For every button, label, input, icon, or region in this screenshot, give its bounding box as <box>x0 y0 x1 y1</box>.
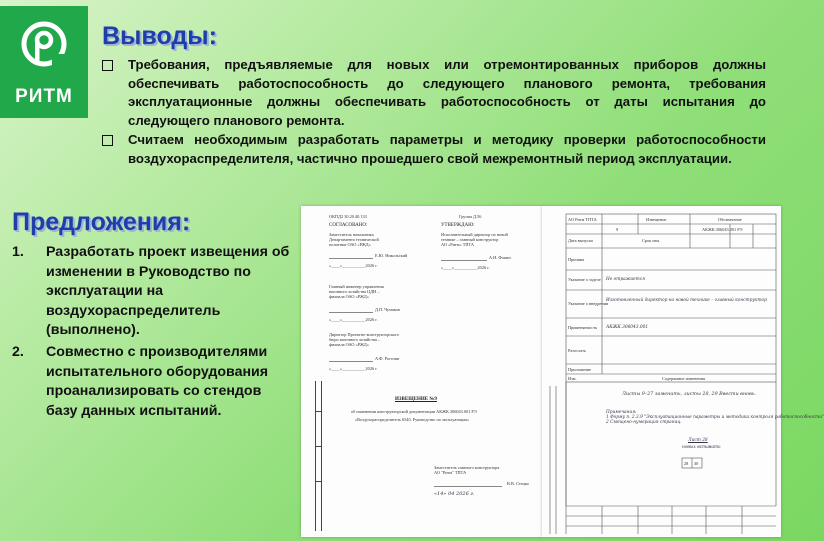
left-position: бюро вагонного хозяйства – <box>329 337 381 342</box>
header-cell: Обозначение <box>718 217 742 222</box>
list-item <box>100 56 766 130</box>
signer-name: В.В. Стецко <box>507 481 529 486</box>
row-label: Указание о внедрении <box>568 301 609 306</box>
left-position: Заместитель начальника <box>329 232 374 237</box>
signature-line <box>434 486 502 487</box>
proposal-text: Совместно с производителями испытательного оборудования проанализировать со стендов базу данных испытаний. <box>46 343 269 419</box>
list-item <box>10 243 295 341</box>
note-2: 2 Смещено-нумерация страниц. <box>606 420 682 425</box>
org-cell: АО Ритм ТПТА <box>568 217 597 222</box>
document-scan-notice <box>301 206 542 537</box>
date-line: «____»___________2026 г. <box>329 317 378 322</box>
document-scan-form <box>542 206 824 537</box>
conclusions-title: Выводы: <box>102 22 217 50</box>
margin-tick <box>315 481 321 482</box>
signer-position: Заместитель главного конструктора <box>434 465 500 470</box>
okpd-code: ОКПД2 30.20.40.133 <box>329 214 367 219</box>
left-position: вагонного хозяйства ЦДИ – <box>329 289 380 294</box>
content-col: Изм. <box>568 376 577 381</box>
signature-line <box>329 258 373 259</box>
reason-value: Не отражается <box>606 277 645 282</box>
right-position: технике – главный конструктор <box>441 237 499 242</box>
right-signer: А.Н. Фокин <box>489 255 511 260</box>
margin-line <box>321 381 322 531</box>
signature-line <box>329 312 373 313</box>
left-position: Департамента технической <box>329 237 379 242</box>
sheet-number: 30 <box>694 461 699 466</box>
left-position: филиала ОАО «РЖД» <box>329 342 369 347</box>
conclusion-text: Считаем необходимым разработать параметры и методику проверки работоспособности воздухораспределителя, частично прошедшего свой межремонтный период эксплуатации. <box>128 132 766 166</box>
company-logo <box>0 6 88 118</box>
ritm-logo-icon <box>20 18 68 78</box>
signer-position: АО "Ритм" ТПТА <box>434 470 467 475</box>
date-line: «____»___________2026 г. <box>441 265 490 270</box>
signature-line <box>441 260 487 261</box>
row-label: Применяемость <box>568 325 598 330</box>
logo-text: РИТМ <box>15 86 73 107</box>
proposal-text: Разработать проект извещения об изменении в Руководство по эксплуатации на воздухораспределитель (выполнено). <box>46 244 290 339</box>
row-label: Причина <box>568 257 585 262</box>
conclusions-list <box>100 56 766 170</box>
list-item <box>10 343 295 421</box>
sheet-sub: новых вставить <box>682 445 721 450</box>
item-number: 1. <box>12 244 24 260</box>
header-cell: Извещение <box>646 217 667 222</box>
item-number: 2. <box>12 343 24 360</box>
margin-tick <box>315 446 321 447</box>
content-line: Листы 9–27 заменить, листы 28, 29 Ввести вновь. <box>622 392 756 397</box>
row-label: Дата выпуска <box>568 238 593 243</box>
row-label: Приложение <box>568 367 592 372</box>
left-position: Главный инженер управления <box>329 284 384 289</box>
sheet-label: Лист 28 <box>688 438 708 443</box>
row-label: Указание о заделе <box>568 277 601 282</box>
sign-date: «14» 04 2026 г. <box>434 491 475 497</box>
date-line: «____»___________2026 г. <box>329 366 378 371</box>
note-1: 1 Форму п. 2.3.9 "Эксплуатационные параметры и методика контроля работоспособности" <box>606 415 824 420</box>
row-label: Срок изм. <box>642 238 661 243</box>
approved-label: УТВЕРЖДАЮ: <box>441 223 475 228</box>
proposals-title: Предложения: <box>12 208 191 236</box>
group-code: Группа Д.56 <box>459 214 482 219</box>
margin-line <box>315 381 316 531</box>
checkbox-bullet-icon <box>102 135 113 146</box>
sheet-number: 28 <box>684 461 689 466</box>
implement-value: Изготовленный директор на новой технике – главный конструктор <box>606 298 767 303</box>
margin-tick <box>315 411 321 412</box>
notice-subtitle: «Воздухораспределитель 6540. Руководство по эксплуатации» <box>355 417 469 422</box>
doc-code: АКЖК.306043.001 РЭ <box>702 227 743 232</box>
date-line: «____»___________2026 г. <box>329 263 378 268</box>
conclusion-text: Требования, предъявляемые для новых или отремонтированных приборов должны обеспечивать работоспособность до следующего планового ремонта, требования эксплуатационные должны обеспечивать работоспособность от даты испытания до следующего планового ремонта. <box>128 57 766 128</box>
notice-number: 9 <box>616 227 619 232</box>
notice-subtitle: об изменении конструкторской документации АКЖК.306043.001 РЭ <box>351 409 477 414</box>
content-col: Содержание изменения <box>662 376 705 381</box>
left-signer: Е.Ю. Никольский <box>375 253 408 258</box>
checkbox-bullet-icon <box>102 60 113 71</box>
left-position: филиала ОАО «РЖД» <box>329 294 369 299</box>
left-position: Директор Проектно-конструкторского <box>329 332 399 337</box>
left-signer: Д.П. Чумаков <box>375 307 400 312</box>
notes-label: Примечания: <box>606 410 637 415</box>
notice-title: ИЗВЕЩЕНИЕ №9 <box>395 397 437 402</box>
agreed-label: СОГЛАСОВАНО: <box>329 223 368 228</box>
right-position: Исполнительный директор по новой <box>441 232 508 237</box>
left-position: политики ОАО «РЖД» <box>329 242 371 247</box>
row-label: Разослать <box>568 348 586 353</box>
applicability-value: АКЖК.306043.001 <box>606 325 649 330</box>
list-item <box>100 131 766 168</box>
right-position: АО «Ритм» ТПТА <box>441 242 474 247</box>
proposals-list <box>10 243 295 423</box>
signature-line <box>329 361 373 362</box>
left-signer: А.Ф. Рогозин <box>375 356 400 361</box>
